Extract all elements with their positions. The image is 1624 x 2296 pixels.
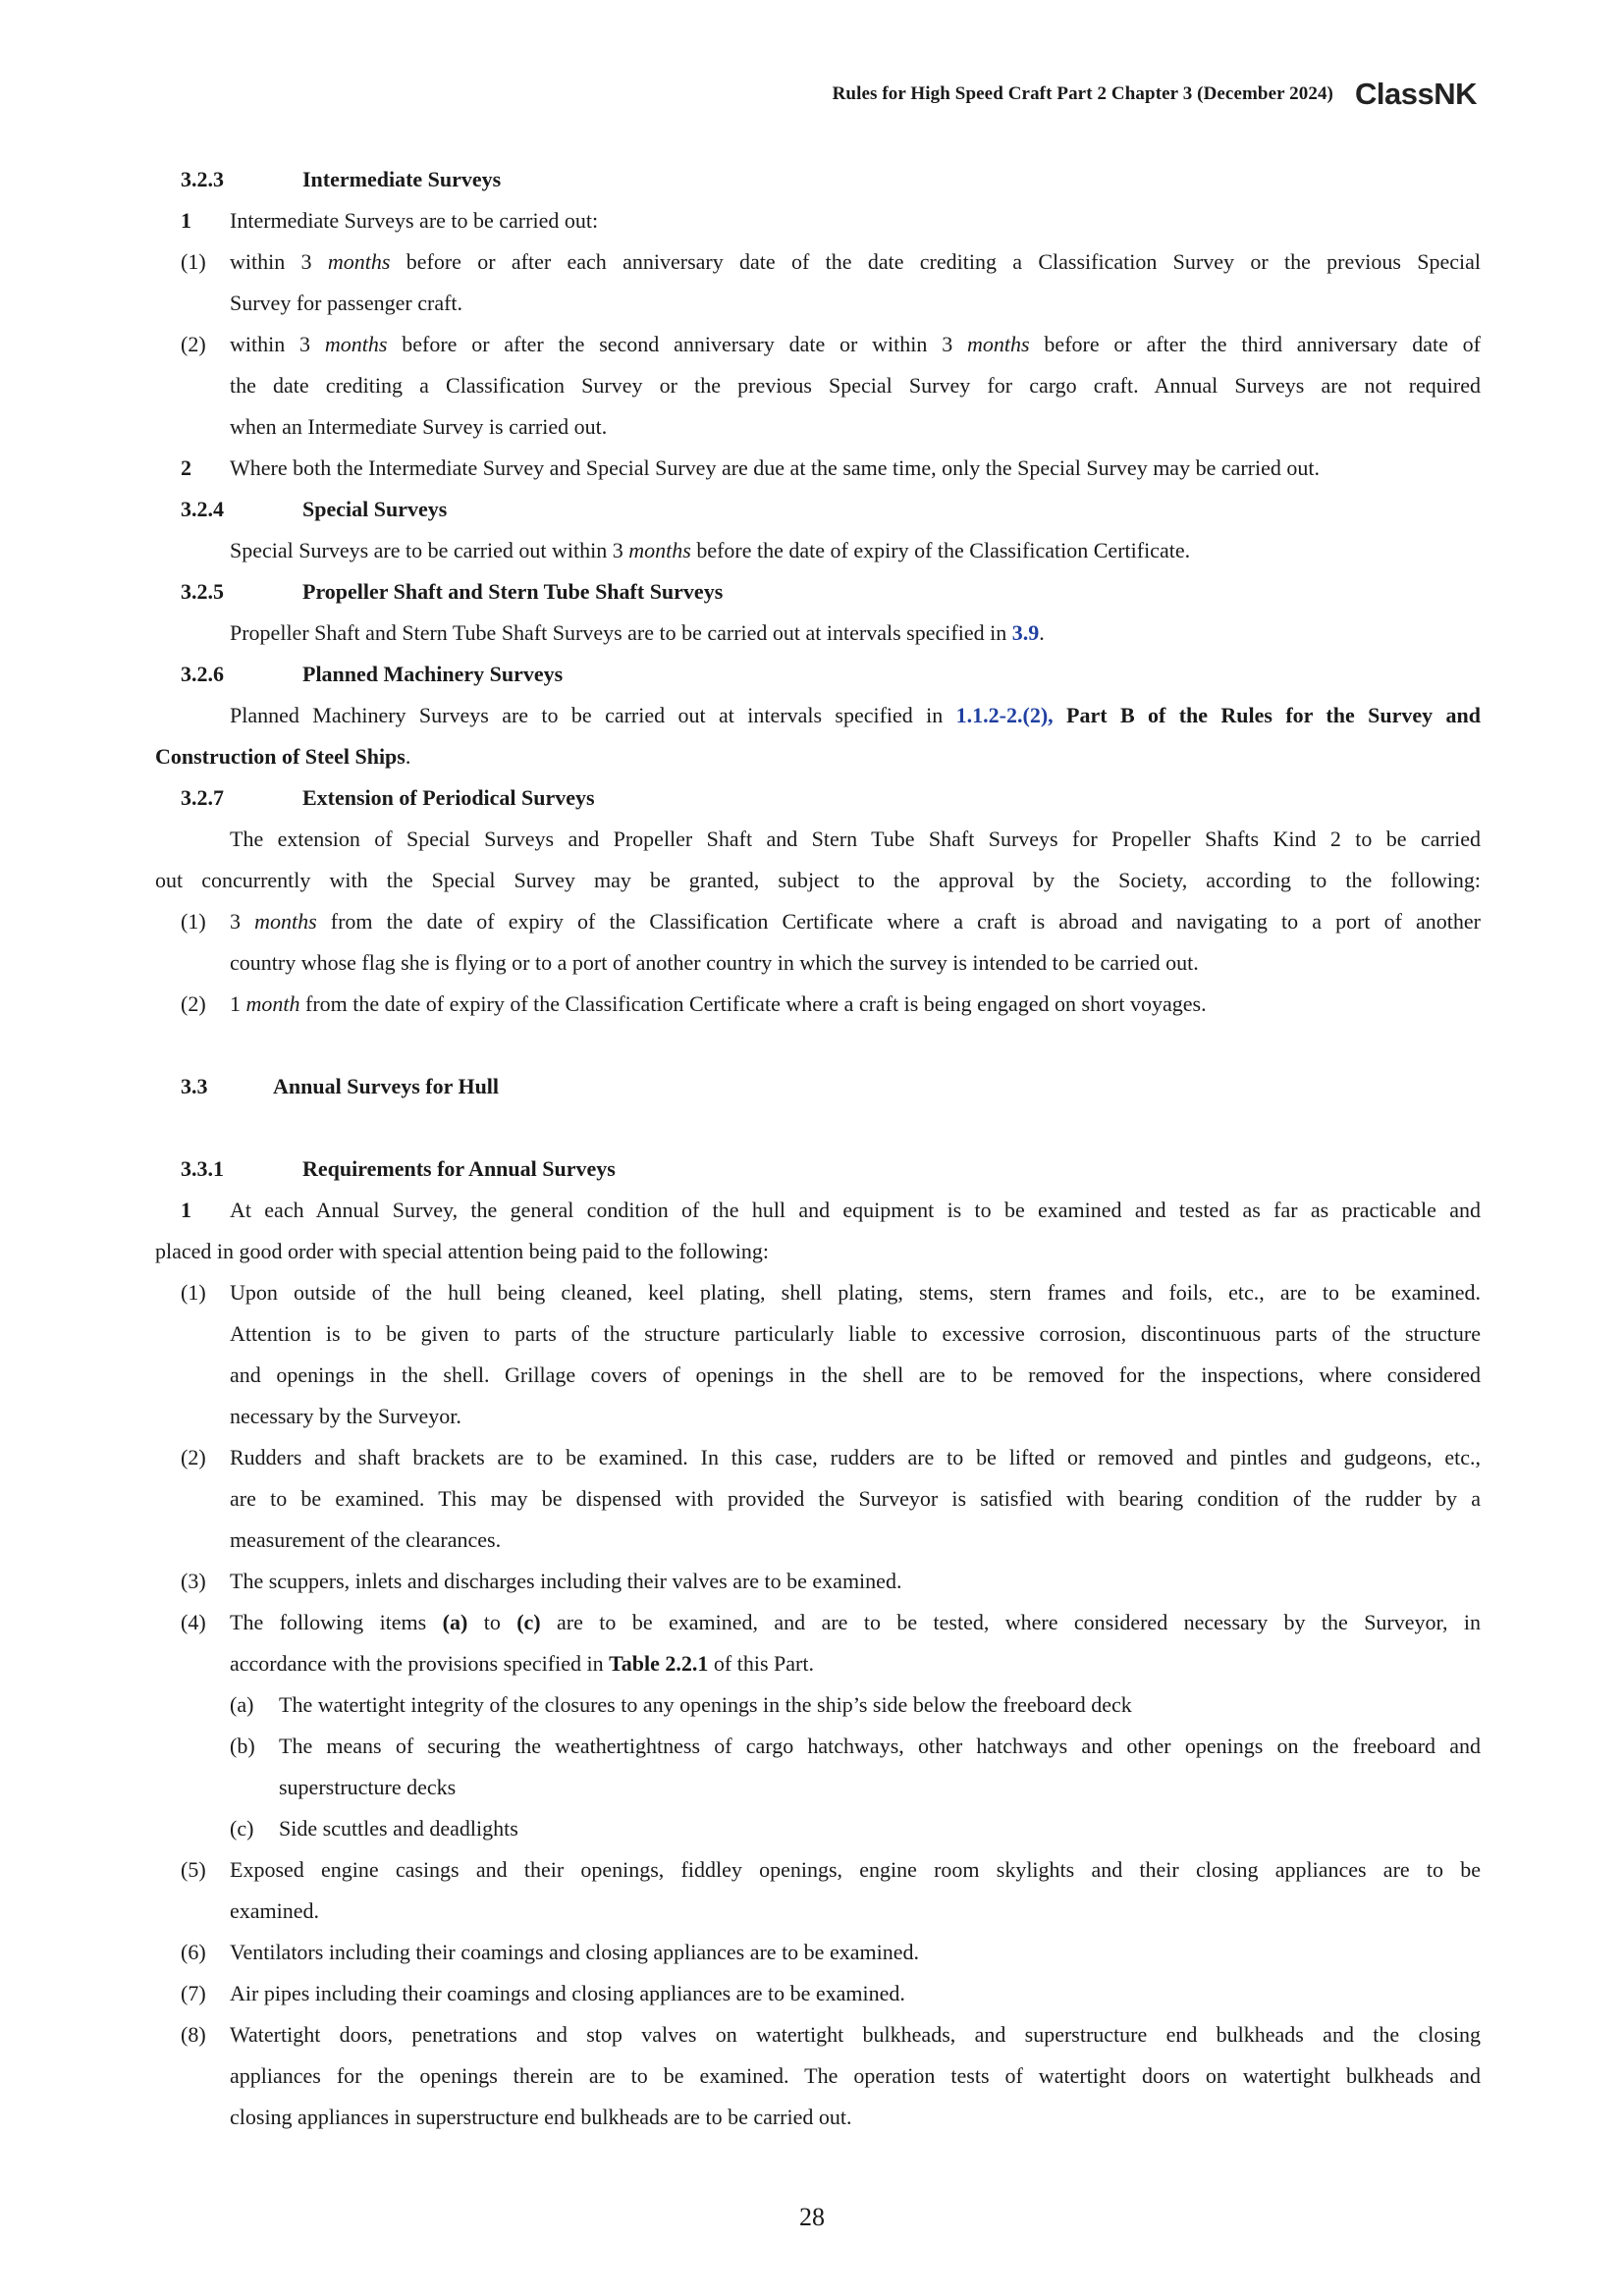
section-number: 3.3.1 [181,1156,224,1181]
paragraph [155,448,1481,489]
item-number: (3) [181,1569,206,1593]
section-title: Propeller Shaft and Stern Tube Shaft Surveys [302,579,724,604]
paragraph-text: Construction of Steel Ships. [155,744,411,769]
list-item-continuation [155,2097,1481,2138]
list-item [155,1561,1481,1602]
item-number: (6) [181,1940,206,1964]
sub-item-text: The watertight integrity of the closures to any openings in the ship’s side below the freeboard deck [279,1692,1132,1717]
list-item [155,1849,1481,1891]
item-number: (4) [181,1610,206,1634]
list-item [155,2014,1481,2056]
item-text: closing appliances in superstructure end bulkheads are to be carried out. [230,2105,852,2129]
list-item [155,1437,1481,1478]
section-heading-3-2-5 [155,571,1481,613]
item-text: Attention is to be given to parts of the structure particularly liable to excessive corrosion, discontinuous parts of the structure [230,1321,1481,1346]
list-item-continuation [155,1891,1481,1932]
section-title: Requirements for Annual Surveys [302,1156,616,1181]
item-text: Upon outside of the hull being cleaned, keel plating, shell plating, stems, stern frames and foils, etc., are to be examined. [230,1280,1481,1305]
paragraph-continuation [155,736,1481,777]
sub-item-number: (b) [230,1734,255,1758]
item-number: (1) [181,909,206,934]
paragraph-text: Planned Machinery Surveys are to be carried out at intervals specified in 1.1.2-2.(2), Part B of the Rules for the Survey and [230,703,1481,727]
sub-item-text: superstructure decks [279,1775,457,1799]
paragraph-text: Special Surveys are to be carried out within 3 months before the date of expiry of the Classification Certificate. [230,538,1191,562]
item-text: and openings in the shell. Grillage covers of openings in the shell are to be removed for the inspections, where considered [230,1362,1481,1387]
list-item [155,1602,1481,1643]
list-item-continuation [155,283,1481,324]
item-text: Watertight doors, penetrations and stop valves on watertight bulkheads, and superstructure end bulkheads and the closing [230,2022,1481,2047]
section-number: 3.2.6 [181,662,224,686]
list-item-continuation [155,1396,1481,1437]
page-header [833,75,1477,114]
paragraph [155,530,1481,571]
item-number: (1) [181,1280,206,1305]
item-text: are to be examined. This may be dispensed with provided the Surveyor is satisfied with bearing condition of the rudder by a [230,1486,1481,1511]
paragraph-number: 2 [181,455,191,480]
section-heading-3-2-7 [155,777,1481,819]
item-text: within 3 months before or after each anniversary date of the date crediting a Classification Survey or the previous Special [230,249,1481,274]
section-title: Intermediate Surveys [302,167,502,191]
paragraph-text: out concurrently with the Special Survey may be granted, subject to the approval by the Society, according to the following: [155,868,1481,892]
table-reference: Table 2.2.1 [609,1651,709,1676]
reference-link[interactable]: 3.9 [1011,620,1040,645]
document-body [155,159,1481,2138]
item-text: Exposed engine casings and their openings, fiddley openings, engine room skylights and their closing appliances are to be [230,1857,1481,1882]
list-item-continuation [155,942,1481,984]
logo-class-text: Class [1354,77,1435,111]
logo-nk-text: NK [1434,77,1477,111]
item-text: when an Intermediate Survey is carried out. [230,414,608,439]
list-item [155,1932,1481,1973]
item-text: 3 months from the date of expiry of the Classification Certificate where a craft is abroad and navigating to a port of another [230,909,1481,934]
item-text: Ventilators including their coamings and closing appliances are to be examined. [230,1940,919,1964]
paragraph-text: At each Annual Survey, the general condition of the hull and equipment is to be examined and tested as far as practicable and [230,1198,1481,1222]
paragraph-continuation [155,1231,1481,1272]
section-number: 3.3 [181,1074,208,1098]
section-number: 3.2.7 [181,785,224,810]
list-item-continuation [155,1520,1481,1561]
item-number: (2) [181,991,206,1016]
section-heading-3-2-3 [155,159,1481,200]
list-item [155,984,1481,1025]
section-number: 3.2.5 [181,579,224,604]
list-item-continuation [155,2056,1481,2097]
sub-list-item [155,1726,1481,1767]
header-title: Rules for High Speed Craft Part 2 Chapter 3 (December 2024) [832,83,1333,104]
item-text: country whose flag she is flying or to a port of another country in which the survey is intended to be carried out. [230,950,1199,975]
item-text: the date crediting a Classification Survey or the previous Special Survey for cargo craft. Annual Surveys are not required [230,373,1481,398]
item-text: Survey for passenger craft. [230,291,463,315]
item-text: Rudders and shaft brackets are to be examined. In this case, rudders are to be lifted or removed and pintles and gudgeons, etc., [230,1445,1481,1469]
list-item-continuation [155,1643,1481,1684]
paragraph-text: The extension of Special Surveys and Propeller Shaft and Stern Tube Shaft Surveys for Propeller Shafts Kind 2 to be carried [230,827,1481,851]
sub-list-item [155,1808,1481,1849]
item-number: (5) [181,1857,206,1882]
section-title: Annual Surveys for Hull [273,1074,500,1098]
section-title: Special Surveys [302,497,448,521]
item-text: 1 month from the date of expiry of the Classification Certificate where a craft is being engaged on short voyages. [230,991,1207,1016]
section-number: 3.2.4 [181,497,224,521]
section-heading-3-2-4 [155,489,1481,530]
list-item-continuation [155,406,1481,448]
section-heading-3-2-6 [155,654,1481,695]
item-text: Air pipes including their coamings and closing appliances are to be examined. [230,1981,905,2005]
paragraph [155,695,1481,736]
list-item-continuation [155,1355,1481,1396]
paragraph-text: Intermediate Surveys are to be carried out: [230,208,599,233]
sub-item-number: (a) [230,1692,254,1717]
item-text: The scuppers, inlets and discharges including their valves are to be examined. [230,1569,902,1593]
paragraph [155,819,1481,860]
item-number: (2) [181,332,206,356]
list-item [155,1272,1481,1313]
sub-item-text: Side scuttles and deadlights [279,1816,518,1841]
list-item-continuation [155,1478,1481,1520]
list-item [155,241,1481,283]
paragraph-number: 1 [181,208,191,233]
section-title: Extension of Periodical Surveys [302,785,595,810]
item-text: appliances for the openings therein are to be examined. The operation tests of watertight doors on watertight bulkheads and [230,2063,1481,2088]
reference-link[interactable]: 1.1.2-2.(2), [955,703,1054,727]
sub-item-number: (c) [230,1816,254,1841]
paragraph-number: 1 [181,1198,191,1222]
item-text: within 3 months before or after the second anniversary date or within 3 months before or after the third anniversary date of [230,332,1481,356]
list-item [155,1973,1481,2014]
section-title: Planned Machinery Surveys [302,662,564,686]
sub-list-item-continuation [155,1767,1481,1808]
paragraph-text: placed in good order with special attention being paid to the following: [155,1239,770,1263]
paragraph-continuation [155,860,1481,901]
section-number: 3.2.3 [181,167,224,191]
item-number: (1) [181,249,206,274]
item-number: (7) [181,1981,206,2005]
sub-item-text: The means of securing the weathertightness of cargo hatchways, other hatchways and other openings on the freeboard and [279,1734,1481,1758]
item-text: The following items (a) to (c) are to be examined, and are to be tested, where considered necessary by the Surveyor, in [230,1610,1481,1634]
list-item [155,324,1481,365]
item-text: accordance with the provisions specified in Table 2.2.1 of this Part. [230,1651,814,1676]
paragraph [155,1190,1481,1231]
paragraph [155,613,1481,654]
item-text: examined. [230,1898,320,1923]
item-number: (2) [181,1445,206,1469]
item-number: (8) [181,2022,206,2047]
section-heading-3-3-1 [155,1148,1481,1190]
item-text: necessary by the Surveyor. [230,1404,461,1428]
list-item [155,901,1481,942]
list-item-continuation [155,365,1481,406]
section-heading-3-3 [155,1066,1481,1107]
classnk-logo [1355,77,1477,112]
paragraph-text: Propeller Shaft and Stern Tube Shaft Surveys are to be carried out at intervals specified in 3.9. [230,620,1045,645]
sub-list-item [155,1684,1481,1726]
paragraph [155,200,1481,241]
list-item-continuation [155,1313,1481,1355]
item-text: measurement of the clearances. [230,1527,502,1552]
paragraph-text: Where both the Intermediate Survey and Special Survey are due at the same time, only the Special Survey may be carried out. [230,455,1321,480]
page-number: 28 [799,2203,825,2231]
